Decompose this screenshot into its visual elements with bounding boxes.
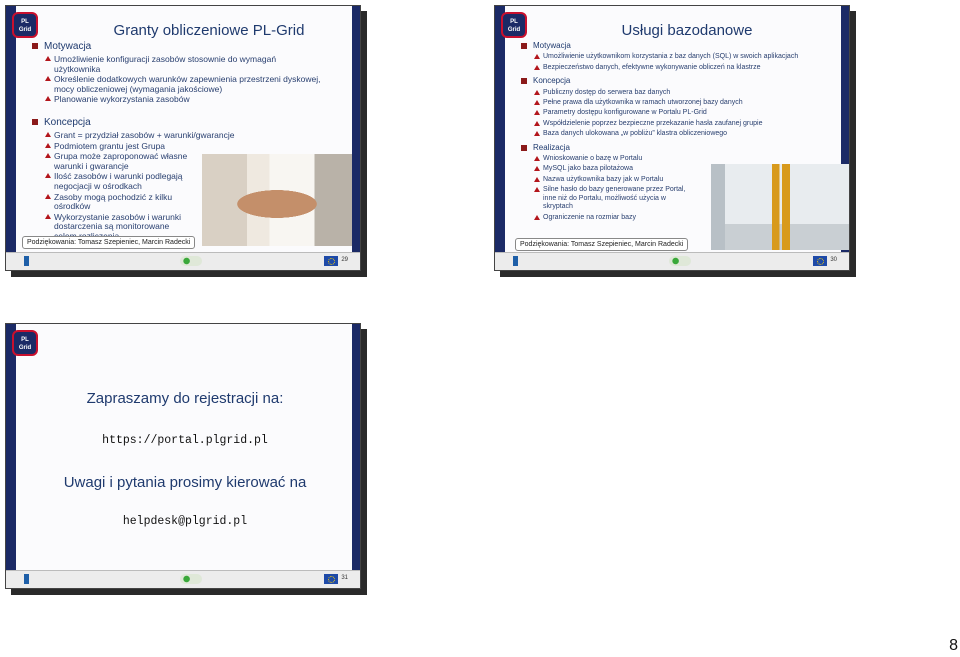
section-heading: Motywacja <box>533 41 571 50</box>
list-item: Silne hasło do bazy generowane przez Portal, inne niż do Portalu, możliwość użycia w skryptach <box>533 186 693 211</box>
sub-list <box>533 89 837 139</box>
slide-29 <box>5 5 361 271</box>
list-item: Podmiotem grantu jest Grupa <box>44 142 324 152</box>
slide-footer <box>6 252 360 270</box>
registration-invite: Zapraszamy do rejestracji na: <box>86 390 284 407</box>
section-motywacja <box>32 41 324 105</box>
plgrid-logo <box>501 12 527 38</box>
feedback-invite: Uwagi i pytania prosimy kierować na <box>63 474 307 491</box>
list-item: Publiczny dostęp do serwera baz danych <box>533 89 837 97</box>
sub-list <box>533 53 837 72</box>
section-koncepcja <box>521 76 837 138</box>
slide-left-stripe <box>6 6 16 253</box>
plgrid-logo <box>12 12 38 38</box>
slide-number: 30 <box>830 257 837 263</box>
list-item: Baza danych ulokowana „w pobliżu” klastra obliczeniowego <box>533 130 837 138</box>
list-item: Pełne prawa dla użytkownika w ramach utworzonej bazy danych <box>533 99 837 107</box>
section-heading: Realizacja <box>533 142 570 152</box>
acknowledgement: Podziękowania: Tomasz Szepieniec, Marcin Radecki <box>515 238 688 251</box>
eu-flag-icon <box>324 574 338 584</box>
slide-left-stripe <box>6 324 16 571</box>
slide-background <box>16 324 352 571</box>
plgrid-logo <box>12 330 38 356</box>
list-item: Grupa może zaproponować własne warunki i gwarancje <box>44 152 194 171</box>
slide-footer <box>495 252 849 270</box>
acknowledgement: Podziękowania: Tomasz Szepieniec, Marcin Radecki <box>22 236 195 249</box>
slide-30 <box>494 5 850 271</box>
document-page-number: 8 <box>949 637 958 654</box>
logo-text-grid: Grid <box>18 345 32 351</box>
cyfronet-logo <box>180 256 202 266</box>
list-item: Grant = przydział zasobów + warunki/gwarancje <box>44 131 324 141</box>
section-heading: Motywacja <box>44 41 92 52</box>
slide-right-stripe <box>352 6 360 253</box>
section-heading: Koncepcja <box>533 76 571 86</box>
portal-url[interactable]: https://portal.plgrid.pl <box>102 434 268 447</box>
list-item: Współdzielenie poprzez bezpieczne przekazanie hasła zaufanej grupie <box>533 120 837 128</box>
helpdesk-email[interactable]: helpdesk@plgrid.pl <box>122 515 248 528</box>
slide-title: Granty obliczeniowe PL-Grid <box>113 22 305 39</box>
list-item: Wykorzystanie zasobów i warunki dostarczenia są monitorowane <box>44 213 194 242</box>
list-item: MySQL jako baza pilotażowa <box>533 165 693 173</box>
list-item: Ograniczenie na rozmiar bazy <box>533 214 693 222</box>
list-item: Parametry dostępu konfigurowane w Portalu PL-Grid <box>533 109 837 117</box>
logo-text-pl: PL <box>510 19 518 25</box>
eu-flag-icon <box>813 256 827 266</box>
slide-number: 29 <box>341 257 348 263</box>
logo-text-grid: Grid <box>507 27 521 33</box>
eu-flag-icon <box>324 256 338 266</box>
slide-31 <box>5 323 361 589</box>
innowacyjna-gospodarka-logo <box>513 256 552 266</box>
section-heading: Koncepcja <box>44 116 91 128</box>
innowacyjna-gospodarka-logo <box>24 256 63 266</box>
logo-text-pl: PL <box>21 337 29 343</box>
slide-footer <box>6 570 360 588</box>
list-item: Umożliwienie konfiguracji zasobów stosownie do wymagań użytkownika <box>44 55 324 74</box>
list-item: Nazwa użytkownika bazy jak w Portalu <box>533 176 693 184</box>
cyfronet-logo <box>180 574 202 584</box>
slide-title: Usługi bazodanowe <box>621 22 753 39</box>
list-item: Zasoby mogą pochodzić z kilku ośrodków <box>44 193 194 212</box>
slide-left-stripe <box>495 6 505 253</box>
list-item: Wnioskowanie o bazę w Portalu <box>533 155 693 163</box>
innowacyjna-gospodarka-logo <box>24 574 63 584</box>
list-item: Określenie dodatkowych warunków zapewnienia przestrzeni dyskowej, mocy obliczeniowej (wymagania jakościowe) <box>44 75 324 94</box>
cyfronet-logo <box>669 256 691 266</box>
server-room-photo <box>711 164 850 250</box>
slide-number: 31 <box>341 575 348 581</box>
list-item: Umożliwienie użytkownikom korzystania z baz danych (SQL) w swoich aplikacjach <box>533 53 837 61</box>
list-item: Planowanie wykorzystania zasobów <box>44 95 324 105</box>
sub-list <box>44 55 324 105</box>
logo-text-pl: PL <box>21 19 29 25</box>
list-item: Ilość zasobów i warunki podlegają negocjacji w ośrodkach <box>44 172 194 191</box>
handshake-photo <box>202 154 352 246</box>
logo-text-grid: Grid <box>18 27 32 33</box>
list-item: Bezpieczeństwo danych, efektywne wykonywanie obliczeń na klastrze <box>533 64 837 72</box>
section-motywacja <box>521 41 837 72</box>
slide-right-stripe <box>352 324 360 571</box>
